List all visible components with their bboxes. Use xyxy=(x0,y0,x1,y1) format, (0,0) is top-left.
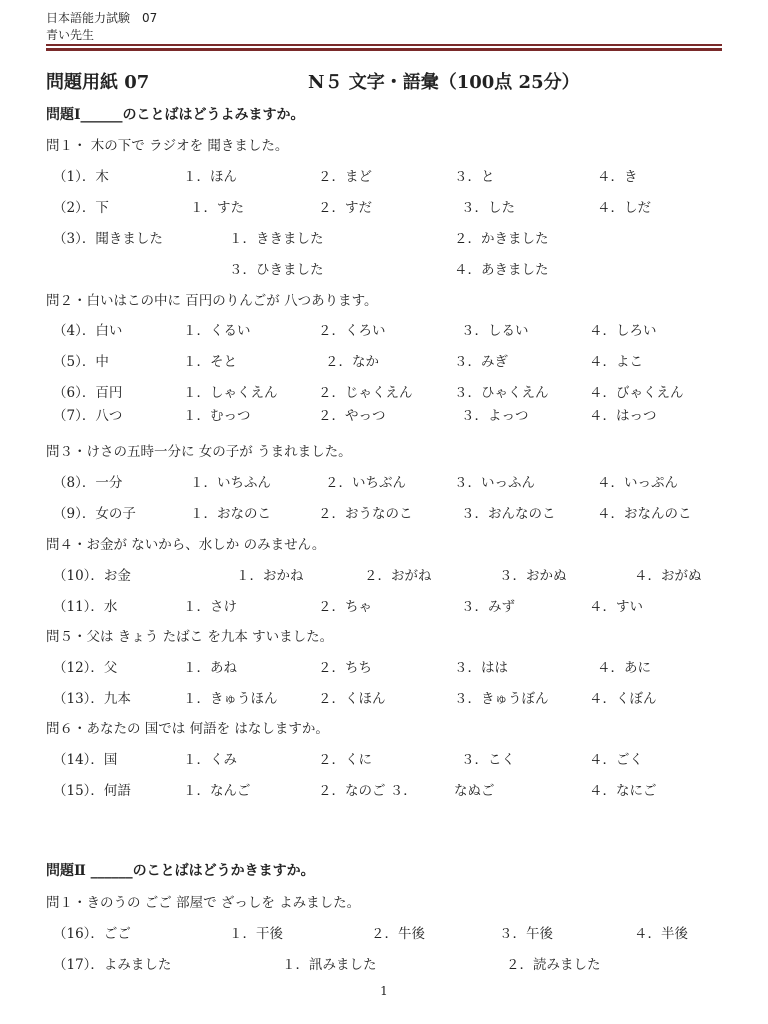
choice-3: ３．と xyxy=(454,169,495,185)
item-label: （14）．国 xyxy=(53,752,118,768)
item-label: （6）．百円 xyxy=(53,385,123,401)
choice-4: ４．あきました xyxy=(454,262,549,278)
choice-4: ４．おがぬ xyxy=(634,568,702,584)
item-label: （16）．ごご xyxy=(53,926,131,942)
choice-3: ３．みず xyxy=(461,599,515,615)
choice-1: １．むっつ xyxy=(183,408,251,424)
choice-3: ３．いっふん xyxy=(454,475,535,491)
choice-1: １．干後 xyxy=(229,926,283,942)
choice-2: ２．いちぶん xyxy=(325,475,406,491)
item-label: （13）．九本 xyxy=(53,691,131,707)
choice-2: ２．くろい xyxy=(318,323,386,339)
choice-4: ４．しろい xyxy=(589,323,657,339)
item-label: （4）．白い xyxy=(53,323,123,339)
choice-2: ２．まど xyxy=(318,169,372,185)
choice-4: ４．びゃくえん xyxy=(589,385,684,401)
item-label: （9）．女の子 xyxy=(53,506,136,522)
choice-4: ４．き xyxy=(597,169,638,185)
choice-3: ３．しるい xyxy=(461,323,529,339)
question-1-sentence-section-2: 問１・きのうの ごご 部屋で ざっしを よみました。 xyxy=(46,895,361,911)
choice-4: ４．おなんのこ xyxy=(597,506,692,522)
choice-2: ２．読みました xyxy=(506,957,601,973)
page-subtitle: N５ 文字・語彙（100点 25分） xyxy=(308,72,580,93)
question-3-sentence: 問３・けさの五時一分に 女の子が うまれました。 xyxy=(46,444,352,460)
choice-1: １．きゅうほん xyxy=(183,691,278,707)
choice-1: １．そと xyxy=(183,354,237,370)
choice-1: １．いちふん xyxy=(190,475,271,491)
choice-4: ４．ごく xyxy=(589,752,643,768)
item-label: （8）．一分 xyxy=(53,475,123,491)
choice-3: ３．ひゃくえん xyxy=(454,385,549,401)
choice-4: ４．しだ xyxy=(597,200,651,216)
choice-4: ４．あに xyxy=(597,660,651,676)
choice-3: ３．こく xyxy=(461,752,515,768)
item-label: （2）．下 xyxy=(53,200,109,216)
choice-3: ３．した xyxy=(461,200,515,216)
header-author: 青い先生 xyxy=(46,28,95,42)
item-label: （5）．中 xyxy=(53,354,109,370)
choice-4: ４．くぼん xyxy=(589,691,657,707)
choice-1: １．ほん xyxy=(183,169,237,185)
item-label: （17）．よみました xyxy=(53,957,172,973)
choice-1: １．さけ xyxy=(183,599,237,615)
choice-2: ２．ちち xyxy=(318,660,372,676)
item-label: （15）．何語 xyxy=(53,783,131,799)
choice-1: １．あね xyxy=(183,660,237,676)
question-1-sentence: 問１・ 木の下で ラジオを 聞きました。 xyxy=(46,138,289,154)
choice-4: ４．はっつ xyxy=(589,408,657,424)
choice-1: １．すた xyxy=(190,200,244,216)
choice-2: ２．牛後 xyxy=(371,926,425,942)
choice-1: １．訊みました xyxy=(282,957,377,973)
choice-2: ２．かきました xyxy=(454,231,549,247)
question-5-sentence: 問５・父は きょう たばこ を九本 すいました。 xyxy=(46,629,334,645)
choice-2: ２．くほん xyxy=(318,691,386,707)
choice-4: ４．すい xyxy=(589,599,643,615)
item-label: （7）．八つ xyxy=(53,408,123,424)
item-label: （1）．木 xyxy=(53,169,109,185)
choice-2: ２．なのご ３． xyxy=(318,783,417,799)
page-number: 1 xyxy=(380,984,388,998)
choice-3: ３．おかぬ xyxy=(499,568,567,584)
choice-3: ３．午後 xyxy=(499,926,553,942)
item-label: （10）．お金 xyxy=(53,568,131,584)
header-rule-bottom xyxy=(46,48,722,51)
choice-3-text: なぬご xyxy=(454,783,495,799)
choice-2: ２．おがね xyxy=(364,568,432,584)
section-2-heading: 問題Ⅱ ______のことばはどうかきますか。 xyxy=(46,863,315,879)
choice-3: ３．よっつ xyxy=(461,408,529,424)
choice-3: ３．おんなのこ xyxy=(461,506,556,522)
choice-1: １．しゃくえん xyxy=(183,385,278,401)
question-2-sentence: 問２・白いはこの中に 百円のりんごが 八つあります。 xyxy=(46,293,378,309)
choice-2: ２．すだ xyxy=(318,200,372,216)
choice-3: ３．はは xyxy=(454,660,508,676)
choice-4: ４．いっぷん xyxy=(597,475,678,491)
item-label: （3）．聞きました xyxy=(53,231,163,247)
choice-2: ２．くに xyxy=(318,752,372,768)
choice-4: ４．なにご xyxy=(589,783,657,799)
choice-3: ３．ひきました xyxy=(229,262,324,278)
choice-2: ２．ちゃ xyxy=(318,599,372,615)
choice-4: ４．半後 xyxy=(634,926,688,942)
choice-4: ４．よこ xyxy=(589,354,643,370)
header-rule-top xyxy=(46,44,722,46)
choice-2: ２．おうなのこ xyxy=(318,506,413,522)
choice-2: ２．やっつ xyxy=(318,408,386,424)
document-header xyxy=(46,10,157,44)
question-4-sentence: 問４・お金が ないから、水しか のみません。 xyxy=(46,537,326,553)
choice-3: ３．みぎ xyxy=(454,354,508,370)
choice-1: １．おかね xyxy=(236,568,304,584)
choice-1: １．ききました xyxy=(229,231,324,247)
question-6-sentence: 問６・あなたの 国では 何語を はなしますか。 xyxy=(46,721,329,737)
choice-2: ２．じゃくえん xyxy=(318,385,413,401)
item-label: （11）．水 xyxy=(53,599,118,615)
page-title: 問題用紙 07 xyxy=(46,72,150,93)
choice-1: １．なんご xyxy=(183,783,251,799)
header-test-name: 日本語能力試験 07 xyxy=(46,11,158,25)
choice-2: ２．なか xyxy=(325,354,379,370)
choice-1: １．くみ xyxy=(183,752,237,768)
section-1-heading: 問題Ⅰ______のことばはどうよみますか。 xyxy=(46,107,305,123)
choice-3: ３．きゅうぼん xyxy=(454,691,549,707)
choice-1: １．くるい xyxy=(183,323,251,339)
choice-1: １．おなのこ xyxy=(190,506,271,522)
item-label: （12）．父 xyxy=(53,660,118,676)
